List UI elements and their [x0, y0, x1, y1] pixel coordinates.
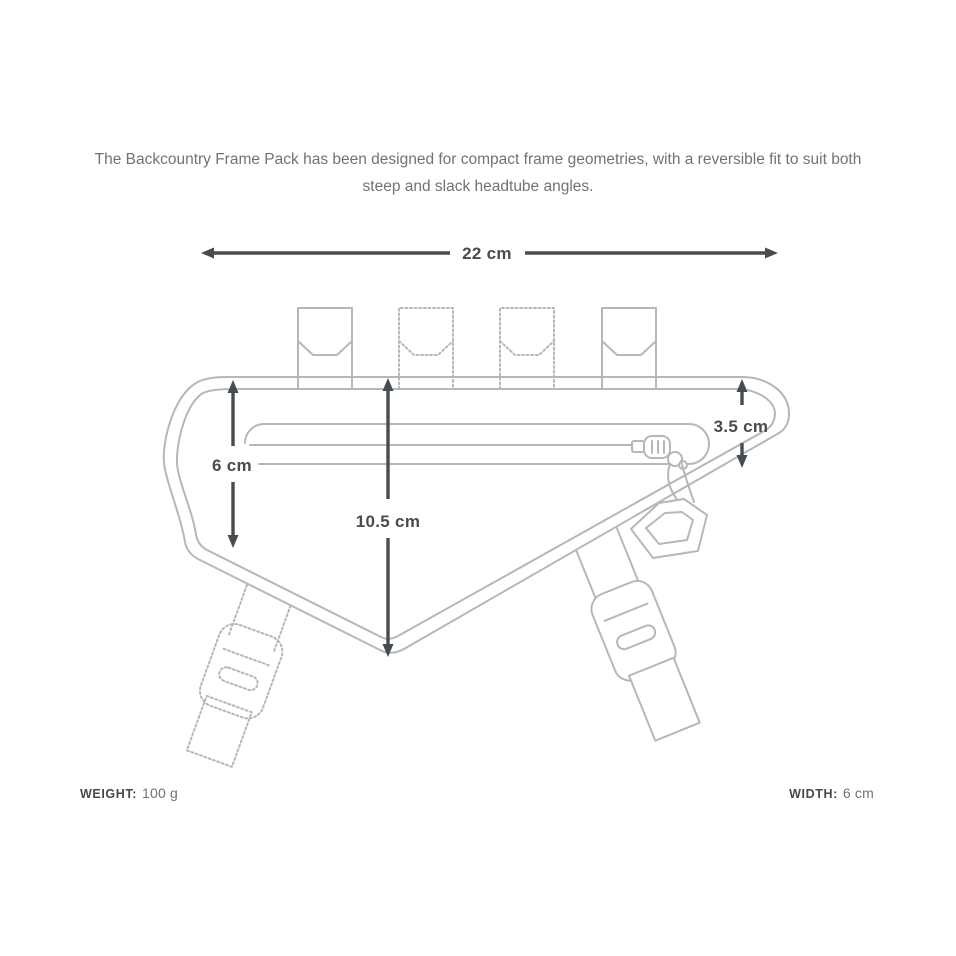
- width-spec: [789, 785, 874, 801]
- dim-top-width: [201, 244, 778, 263]
- weight-spec: [80, 785, 178, 801]
- dim-rear-depth-label: 3.5 cm: [713, 417, 769, 436]
- width-value: 6 cm: [842, 785, 874, 801]
- bottom-left-strap: [178, 582, 300, 770]
- weight-value: 100 g: [141, 785, 179, 801]
- dim-max-depth-label: 10.5 cm: [355, 512, 421, 531]
- description-line-2: steep and slack headtube angles.: [362, 178, 594, 195]
- description-line-1: The Backcountry Frame Pack has been designed for compact frame geometries, with a reversible fit to suit both: [94, 151, 862, 168]
- dim-top-width-label: 22 cm: [462, 244, 512, 263]
- weight-label: WEIGHT:: [80, 787, 137, 801]
- width-label: WIDTH:: [789, 787, 838, 801]
- dim-front-depth-label: 6 cm: [212, 456, 252, 475]
